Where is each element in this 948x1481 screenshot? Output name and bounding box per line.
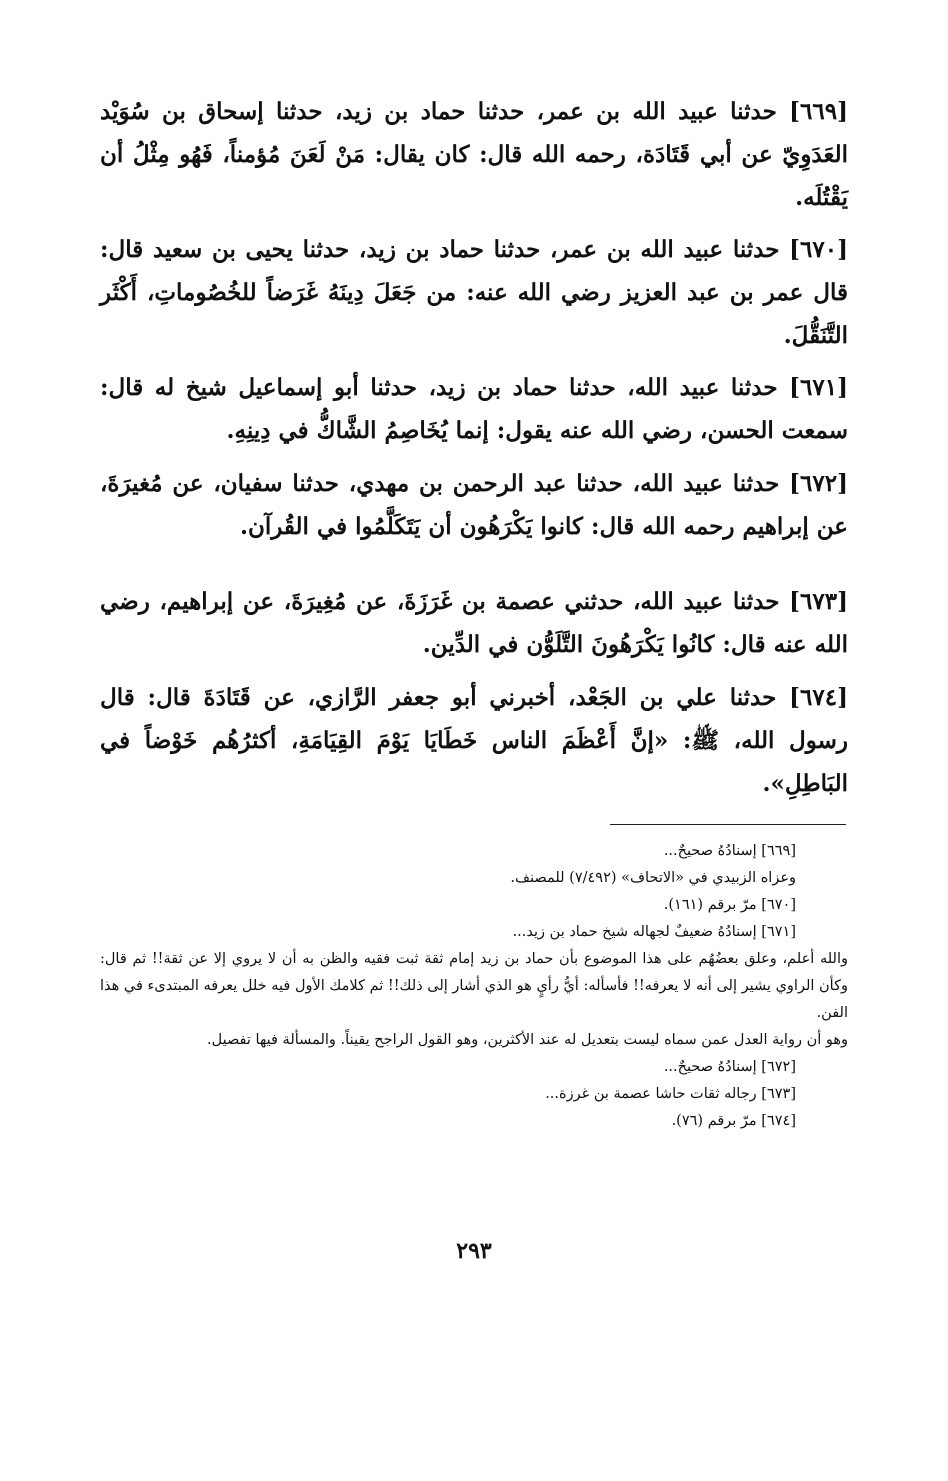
footnotes	[100, 838, 848, 1135]
hadith-669: [٦٦٩] حدثنا عبيد الله بن عمر، حدثنا حماد بن زيد، حدثنا إسحاق بن سُوَيْد العَدَوِيّ عن أبي قَتَادَة، رحمه الله قال: كان يقال: مَنْ لَعَنَ مُؤمناً، فَهُو مِثْلُ أن يَقْتُلَه.	[100, 98, 848, 211]
footnote-671-comment: والله أعلم، وعلق بعضُهُم على هذا الموضوع بأن حماد بن زيد إمام ثقة ثبت فقيه والظن به أن لا يروي إلا عن ثقة!! ثم قال: وكأن الراوي يشير إلى أنه لا يعرفه!! فأسأله: أيُّ رأيٍ هو الذي أشار إلى ذلك!! ثم كلامك الأول فيه خلل يعرفه المبتدىء في هذا الفن.	[100, 951, 848, 1021]
footnote-671-comment-continued: وهو أن رواية العدل عمن سماه ليست بتعديل له عند الأكثرين، وهو القول الراجح يقيناً. والمسألة فيها تفصيل.	[207, 1032, 848, 1048]
footnote-669: [٦٦٩] إسنادُهُ صحيحٌ...	[663, 843, 796, 859]
page-number: ٢٩٣	[456, 1238, 492, 1264]
footnote-674: [٦٧٤] مرّ برقم (٧٦).	[671, 1113, 796, 1129]
footnote-separator	[610, 824, 846, 825]
footnote-671: [٦٧١] إسنادُهُ ضعيفٌ لجهاله شيخ حماد بن زيد...	[512, 924, 796, 940]
footnote-670: [٦٧٠] مرّ برقم (١٦١).	[663, 897, 796, 913]
hadith-673: [٦٧٣] حدثنا عبيد الله، حدثني عصمة بن غَرَزَةَ، عن مُغِيرَةَ، عن إبراهيم، رضي الله عنه قال: كانُوا يَكْرَهُونَ التَّلَوُّن في الدِّين.	[100, 588, 848, 658]
footnote-669-continued: وعزاه الزبيدي في «الاتحاف» (٧/٤٩٢) للمصنف.	[510, 870, 796, 886]
hadith-671: [٦٧١] حدثنا عبيد الله، حدثنا حماد بن زيد، حدثنا أبو إسماعيل شيخ له قال: سمعت الحسن، رضي الله عنه يقول: إنما يُخَاصِمُ الشَّاكُّ في دِينِهِ.	[100, 374, 848, 444]
footnote-673: [٦٧٣] رجاله ثقات حاشا عصمة بن غرزة...	[545, 1086, 796, 1102]
footnote-672: [٦٧٢] إسنادُهُ صحيحٌ...	[663, 1059, 796, 1075]
hadith-674: [٦٧٤] حدثنا علي بن الجَعْد، أخبرني أبو جعفر الرَّازي، عن قَتَادَةَ قال: قال رسول الله، ﷺ: «إنَّ أَعْظَمَ الناس خَطَايَا يَوْمَ القِيَامَةِ، أكثرُهُم خَوْضاً في البَاطِلِ».	[100, 684, 848, 797]
hadith-672: [٦٧٢] حدثنا عبيد الله، حدثنا عبد الرحمن بن مهدي، حدثنا سفيان، عن مُغيرَةَ، عن إبراهيم رحمه الله قال: كانوا يَكْرَهُون أن يَتَكَلَّمُوا في القُرآن.	[100, 470, 848, 540]
hadith-670: [٦٧٠] حدثنا عبيد الله بن عمر، حدثنا حماد بن زيد، حدثنا يحيى بن سعيد قال: قال عمر بن عبد العزيز رضي الله عنه: من جَعَلَ دِينَهُ غَرَضاً للخُصُوماتِ، أَكْثَر التَّنَقُّلَ.	[100, 236, 848, 349]
